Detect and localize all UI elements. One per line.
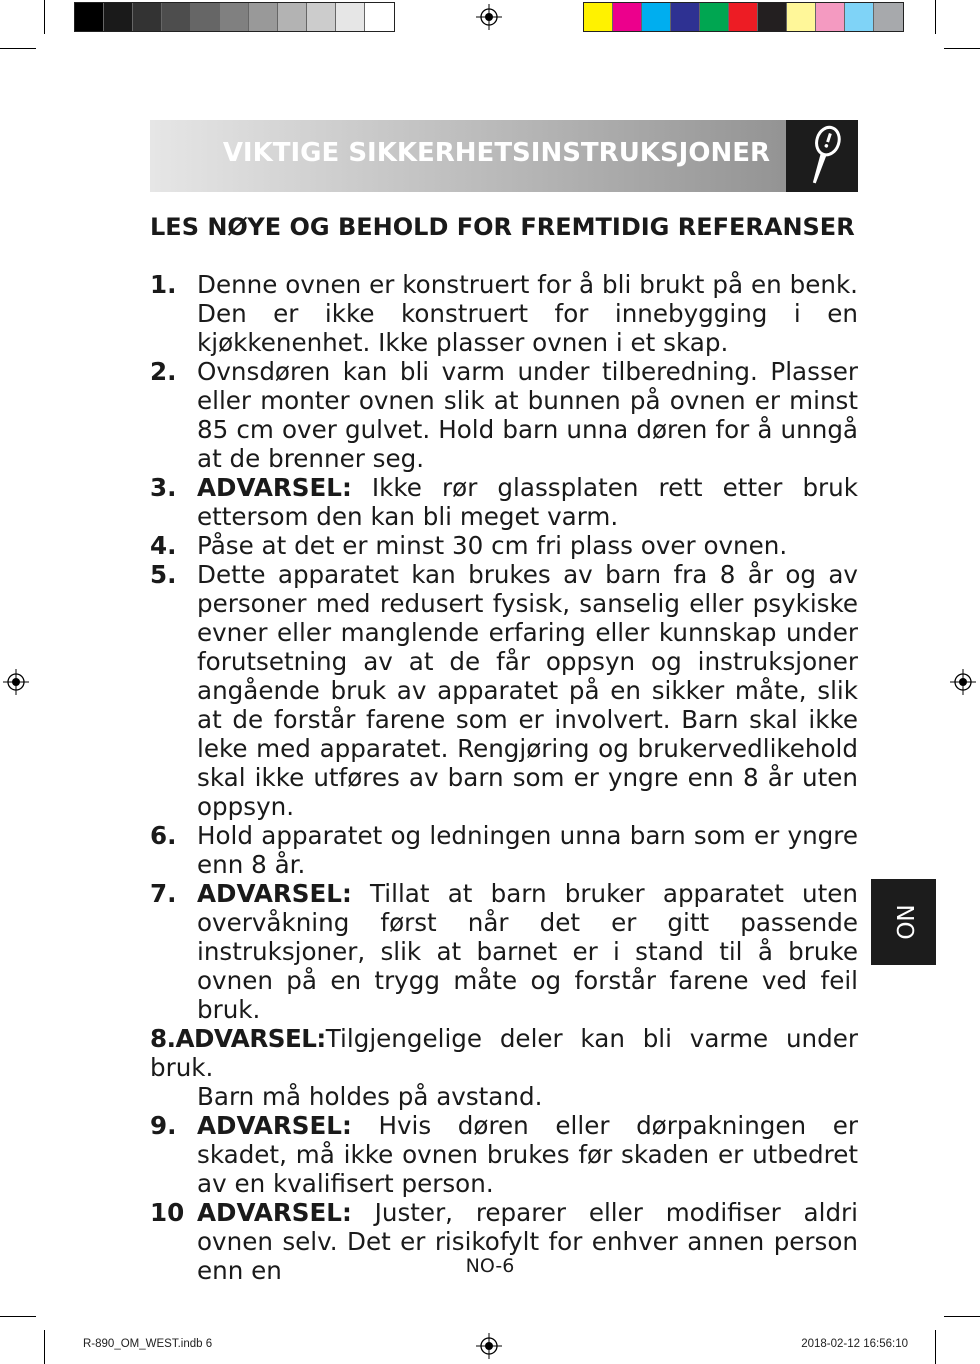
color-swatch (642, 3, 671, 31)
crop-mark (0, 48, 36, 49)
item-number: 1. (150, 270, 177, 299)
color-swatch (874, 3, 903, 31)
warning-label: ADVARSEL: (197, 473, 352, 502)
color-swatch (816, 3, 845, 31)
registration-mark-icon (476, 4, 502, 30)
list-item (150, 1024, 858, 1111)
warning-label: ADVARSEL: (197, 879, 352, 908)
item-text: Påse at det er minst 30 cm fri plass over ovnen. (197, 531, 788, 560)
registration-mark-icon (3, 669, 29, 695)
color-swatch (365, 3, 394, 31)
color-swatch (584, 3, 613, 31)
color-swatch (613, 3, 642, 31)
gray-color-bar (74, 2, 395, 32)
crop-mark (935, 0, 936, 34)
instructions-list (150, 270, 858, 1285)
color-swatch (278, 3, 307, 31)
color-swatch (729, 3, 758, 31)
crop-mark (944, 1316, 980, 1317)
warning-label: ADVARSEL: (197, 1198, 352, 1227)
language-code: NO (890, 904, 917, 940)
item-text: Tilgjengelige deler kan bli varme under bruk. (150, 1024, 858, 1082)
section-title: VIKTIGE SIKKERHETSINSTRUKSJONER (222, 138, 770, 168)
color-swatch (249, 3, 278, 31)
item-text: Dette apparatet kan brukes av barn fra 8 år og av personer med redusert fysisk, sanselig eller psykiske evner eller manglende erfaring eller kunnskap under forutsetning av at de får oppsyn og instruksjoner angående bruk av apparatet på en sikker måte, slik at de forstår farene som er involvert. Barn skal ikke leke med apparatet. Rengjøring og brukervedlikehold skal ikke utføres av barn som er yngre enn 8 år uten oppsyn. (197, 560, 858, 821)
crop-mark (0, 1316, 36, 1317)
item-text: Denne ovnen er konstruert for å bli brukt på en benk. Den er ikke konstruert for innebygging i en kjøkkenenhet. Ikke plasser ovnen i et skap. (197, 270, 858, 357)
section-banner (150, 120, 858, 192)
registration-mark-icon (950, 669, 976, 695)
color-swatch (671, 3, 700, 31)
banner-icon-box (786, 120, 858, 192)
color-swatch (845, 3, 874, 31)
cmyk-color-bar (583, 2, 904, 32)
item-number: 10 (150, 1198, 185, 1227)
item-text: Ikke rør glassplaten rett etter bruk ettersom den kan bli meget varm. (197, 473, 858, 531)
list-item (150, 473, 858, 531)
list-item (150, 821, 858, 879)
list-item (150, 531, 858, 560)
crop-mark (44, 0, 45, 34)
color-swatch (307, 3, 336, 31)
item-number: 2. (150, 357, 177, 386)
item-text: Hvis døren eller dørpakningen er skadet, må ikke ovnen brukes før skaden er utbedret av en kvalifisert person. (197, 1111, 858, 1198)
item-text: Ovnsdøren kan bli varm under tilberedning. Plasser eller monter ovnen slik at bunnen på ovnen er minst 85 cm over gulvet. Hold barn unna døren for å unngå at de brenner seg. (197, 357, 858, 473)
color-swatch (104, 3, 133, 31)
item-text-continued: Barn må holdes på avstand. (197, 1082, 543, 1111)
color-swatch (758, 3, 787, 31)
color-swatch (336, 3, 365, 31)
list-item (150, 879, 858, 1024)
item-number: 6. (150, 821, 177, 850)
section-subheading: LES NØYE OG BEHOLD FOR FREMTIDIG REFERANSER (150, 213, 855, 241)
language-tab (871, 879, 936, 965)
crop-mark (935, 1330, 936, 1364)
print-datetime: 2018-02-12 16:56:10 (801, 1338, 908, 1350)
color-swatch (700, 3, 729, 31)
warning-magnifier-icon (786, 120, 858, 192)
color-swatch (787, 3, 816, 31)
color-swatch (191, 3, 220, 31)
warning-label: ADVARSEL: (197, 1111, 352, 1140)
color-swatch (75, 3, 104, 31)
item-text: Tillat at barn bruker apparatet uten overvåkning først når det er gitt passende instruksjoner, slik at barnet er i stand til å bruke ovnen på en trygg måte og forstår farene ved feil bruk. (197, 879, 858, 1024)
color-swatch (220, 3, 249, 31)
item-number: 5. (150, 560, 177, 589)
crop-mark (944, 48, 980, 49)
item-number: 3. (150, 473, 177, 502)
color-swatch (162, 3, 191, 31)
item-number: 9. (150, 1111, 177, 1140)
item-number: 4. (150, 531, 177, 560)
color-swatch (133, 3, 162, 31)
file-slug: R-890_OM_WEST.indb 6 (83, 1338, 213, 1350)
item-number: 7. (150, 879, 177, 908)
item-number: 8. (150, 1024, 176, 1053)
page-number: NO-6 (465, 1255, 515, 1277)
list-item (150, 1111, 858, 1198)
registration-mark-icon (476, 1333, 502, 1359)
crop-mark (44, 1330, 45, 1364)
list-item (150, 357, 858, 473)
list-item (150, 270, 858, 357)
item-text: Juster, reparer eller modifiser aldri ovnen selv. Det er risikofylt for enhver annen person enn en (197, 1198, 858, 1285)
item-text: Hold apparatet og ledningen unna barn som er yngre enn 8 år. (197, 821, 858, 879)
list-item (150, 560, 858, 821)
warning-label: ADVARSEL: (175, 1024, 326, 1053)
